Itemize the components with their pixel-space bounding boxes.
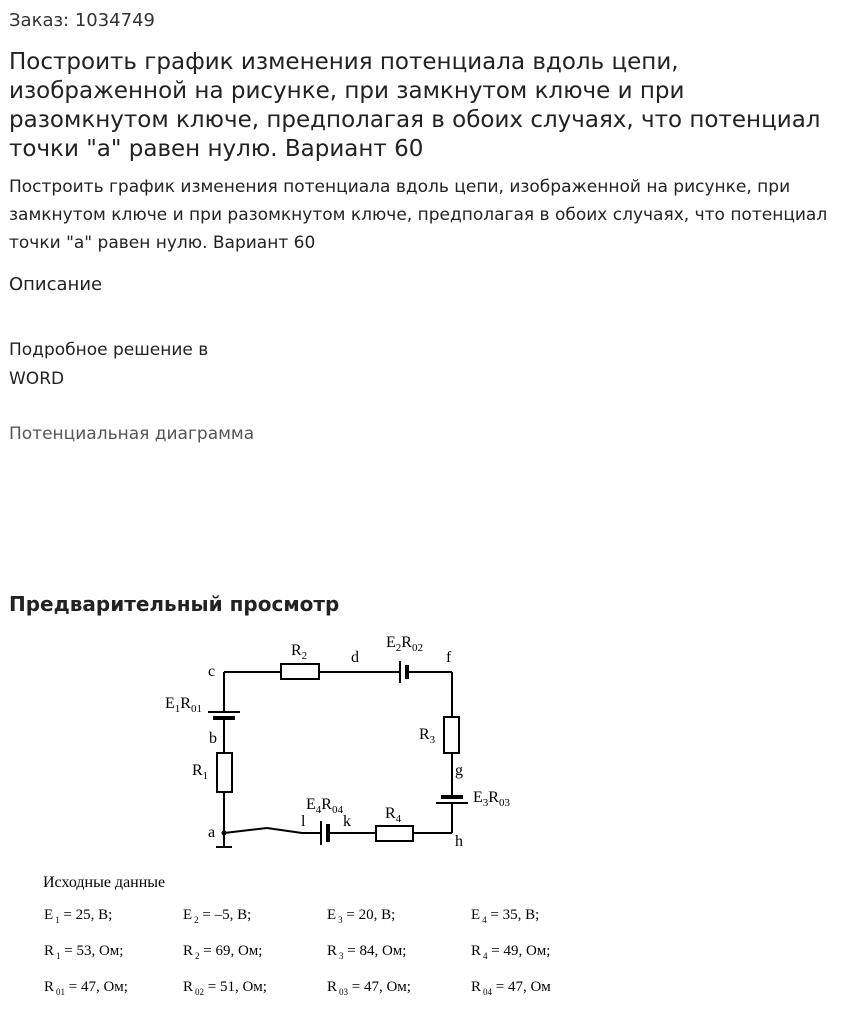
- data-table-cell: R $_3$ = 84, Ом;: [327, 943, 407, 961]
- label-e2r02: $E_2R_{02}$: [386, 634, 423, 654]
- label-e3r03: $E_3R_{03}$: [473, 789, 510, 809]
- order-number: Заказ: 1034749: [9, 10, 155, 31]
- data-table-cell: R $_{02}$ = 51, Ом;: [183, 979, 267, 997]
- label-e4r04: $E_4R_{04}$: [306, 796, 343, 816]
- data-table-title: Исходные данные: [43, 874, 166, 891]
- circuit-diagram: [0, 625, 847, 1010]
- data-table-cell: R $_{01}$ = 47, Ом;: [44, 979, 128, 997]
- data-table-cell: E $_1$ = 25, В;: [44, 907, 113, 925]
- solution-text: Подробное решение в WORD: [9, 340, 209, 389]
- node-label-f: f: [446, 649, 452, 666]
- label-e1r01: $E_1R_{01}$: [165, 695, 202, 715]
- data-table-cell: R $_1$ = 53, Ом;: [44, 943, 124, 961]
- resistor-r1: [217, 753, 232, 792]
- data-table: [44, 907, 551, 997]
- data-table-cell: R $_{03}$ = 47, Ом;: [327, 979, 411, 997]
- node-label-c: c: [208, 663, 216, 680]
- switch-blade: [224, 828, 267, 833]
- label-r4: $R_4$: [385, 805, 402, 825]
- preview-image: [0, 625, 847, 1010]
- section-label-description: Описание: [9, 274, 103, 295]
- task-description: Построить график изменения потенциала вдоль цепи, изображенной на рисунке, при замкнутом ключе и при разомкнутом ключе, предполагая в обоих случаях, что потенциал точки "а" равен нулю. Вариант 60: [9, 177, 828, 253]
- node-label-h: h: [455, 833, 463, 850]
- diagram-link[interactable]: Потенциальная диаграмма: [9, 424, 255, 444]
- node-label-d: d: [351, 649, 359, 666]
- node-label-l: l: [301, 813, 306, 830]
- data-table-cell: R $_4$ = 49, Ом;: [471, 943, 551, 961]
- label-r3: $R_3$: [419, 726, 436, 746]
- label-r1: $R_1$: [192, 762, 209, 782]
- data-table-cell: E $_4$ = 35, В;: [471, 907, 540, 925]
- data-table-cell: R $_{04}$ = 47, Ом: [471, 979, 551, 997]
- page-title: Построить график изменения потенциала вдоль цепи, изображенной на рисунке, при замкнутом ключе и при разомкнутом ключе, предполагая в обоих случаях, что потенциал точки "а" равен нулю. Вариант 60: [9, 49, 821, 162]
- node-label-g: g: [455, 762, 463, 779]
- switch-gap: [267, 828, 302, 833]
- resistor-r2: [281, 664, 319, 679]
- node-label-k: k: [343, 813, 351, 830]
- data-table-cell: E $_3$ = 20, В;: [327, 907, 396, 925]
- data-table-cell: E $_2$ = –5, В;: [183, 907, 252, 925]
- node-a-dot: [222, 831, 227, 836]
- node-label-a: a: [208, 824, 216, 841]
- resistor-r3: [444, 717, 459, 753]
- data-table-cell: R $_2$ = 69, Ом;: [183, 943, 263, 961]
- node-label-b: b: [209, 730, 217, 747]
- resistor-r4: [376, 826, 413, 841]
- label-r2: $R_2$: [291, 642, 308, 662]
- preview-heading: Предварительный просмотр: [9, 592, 340, 616]
